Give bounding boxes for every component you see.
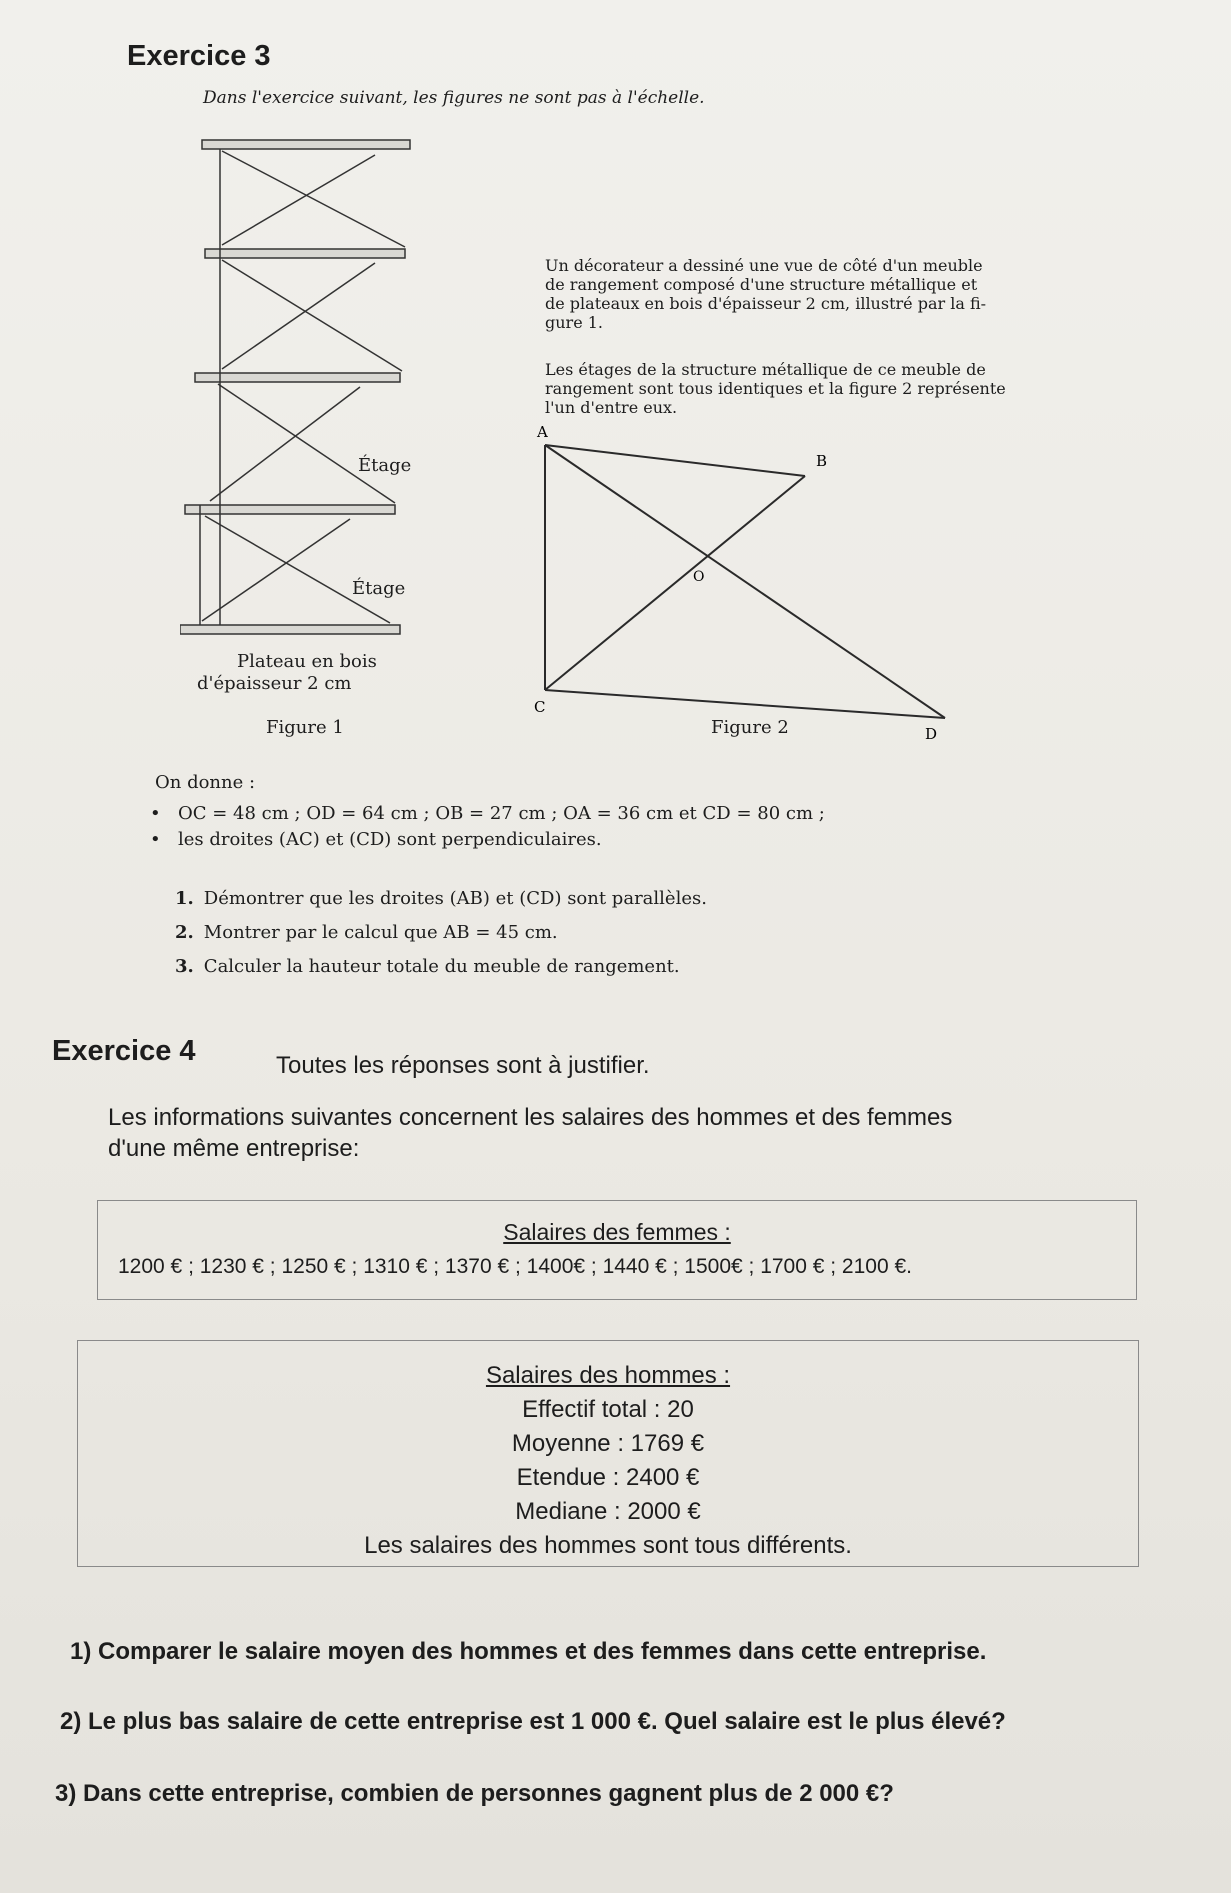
brace [218,384,395,503]
figure1-diagram [180,135,440,735]
plateau-4 [185,505,395,514]
figure1-label-etage-2: Étage [352,578,406,599]
paragraph-2-line: rangement sont tous identiques et la figure 2 représente [545,379,1006,398]
segment-bc [545,476,805,690]
brace [222,155,375,245]
men-salaries-title: Salaires des hommes : [485,1362,731,1389]
segment-cd [545,690,945,718]
exercise3-paragraph-1 [545,256,1015,332]
exercise3-questions [175,882,935,984]
figure2-point-b: B [816,452,828,470]
given-list [150,801,910,853]
paragraph-1-line: de rangement composé d'une structure métallique et [545,275,978,294]
paragraph-2-line: Les étages de la structure métallique de ce meuble de [545,360,986,379]
men-salaries-line: Etendue : 2400 € [516,1464,700,1491]
exercise4-question-2: 2) Le plus bas salaire de cette entreprise est 1 000 €. Quel salaire est le plus élevé? [60,1708,1006,1735]
exercise3-paragraph-2 [545,360,1015,417]
figure2-caption: Figure 2 [711,717,789,738]
question-number: 3. [175,956,194,977]
women-salaries-box [97,1200,1137,1300]
given-item: • les droites (AC) et (CD) sont perpendiculaires. [150,827,910,853]
exercise3-question [175,916,935,950]
segment-ad [545,445,945,718]
women-salaries-values: 1200 € ; 1230 € ; 1250 € ; 1310 € ; 1370 € ; 1400€ ; 1440 € ; 1500€ ; 1700 € ; 2100 €. [118,1255,913,1278]
plateau-5 [180,625,400,634]
paragraph-2-line: l'un d'entre eux. [545,398,678,417]
figure2-point-d: D [925,725,938,743]
question-number: 2. [175,922,194,943]
exercise4-subtitle: Toutes les réponses sont à justifier. [276,1052,650,1079]
given-item: • OC = 48 cm ; OD = 64 cm ; OB = 27 cm ; OA = 36 cm et CD = 80 cm ; [150,801,910,827]
exercise4-question-1: 1) Comparer le salaire moyen des hommes et des femmes dans cette entreprise. [70,1638,987,1665]
plateau-3 [195,373,400,382]
figure2-point-o: O [693,569,705,585]
brace [222,263,375,369]
question-number: 1. [175,888,194,909]
men-salaries-line: Mediane : 2000 € [515,1498,701,1525]
brace [222,151,405,247]
figure2-point-a: A [537,423,548,441]
exercise3-question [175,882,935,916]
women-salaries-title: Salaires des femmes : [503,1219,731,1245]
figure1-label-etage-1: Étage [358,455,412,476]
exercise4-question-3: 3) Dans cette entreprise, combien de personnes gagnent plus de 2 000 €? [55,1780,894,1807]
exercise4-title: Exercice 4 [52,1035,196,1067]
exercise3-intro: Dans l'exercice suivant, les figures ne sont pas à l'échelle. [203,88,705,108]
question-text: Calculer la hauteur totale du meuble de rangement. [203,956,680,977]
exercise4-intro-line-1: Les informations suivantes concernent les salaires des hommes et des femmes [108,1104,953,1131]
brace [210,387,360,501]
men-salaries-line: Les salaires des hommes sont tous différents. [364,1532,852,1559]
paragraph-1-line: gure 1. [545,313,604,332]
plateau-1 [202,140,410,149]
brace [202,519,350,621]
plateau-2 [205,249,405,258]
exercise3-question [175,950,935,984]
men-salaries-line: Effectif total : 20 [522,1396,694,1423]
men-salaries-line: Moyenne : 1769 € [511,1430,705,1457]
given-intro: On donne : [155,772,256,793]
figure2-diagram [525,420,975,750]
question-text: Montrer par le calcul que AB = 45 cm. [203,922,558,943]
question-text: Démontrer que les droites (AB) et (CD) sont parallèles. [203,888,707,909]
exercise3-title: Exercice 3 [127,40,271,72]
figure1-label-plateau-2: d'épaisseur 2 cm [197,673,352,694]
paragraph-1-line: de plateaux en bois d'épaisseur 2 cm, illustré par la fi- [545,294,987,313]
brace [205,516,390,623]
brace [222,260,402,371]
figure2-point-c: C [534,698,546,716]
paragraph-1-line: Un décorateur a dessiné une vue de côté d'un meuble [545,256,983,275]
figure1-label-plateau-1: Plateau en bois [237,651,377,672]
exercise4-intro-line-2: d'une même entreprise: [108,1135,360,1162]
figure1-caption: Figure 1 [266,717,344,738]
men-salaries-box [77,1340,1139,1567]
